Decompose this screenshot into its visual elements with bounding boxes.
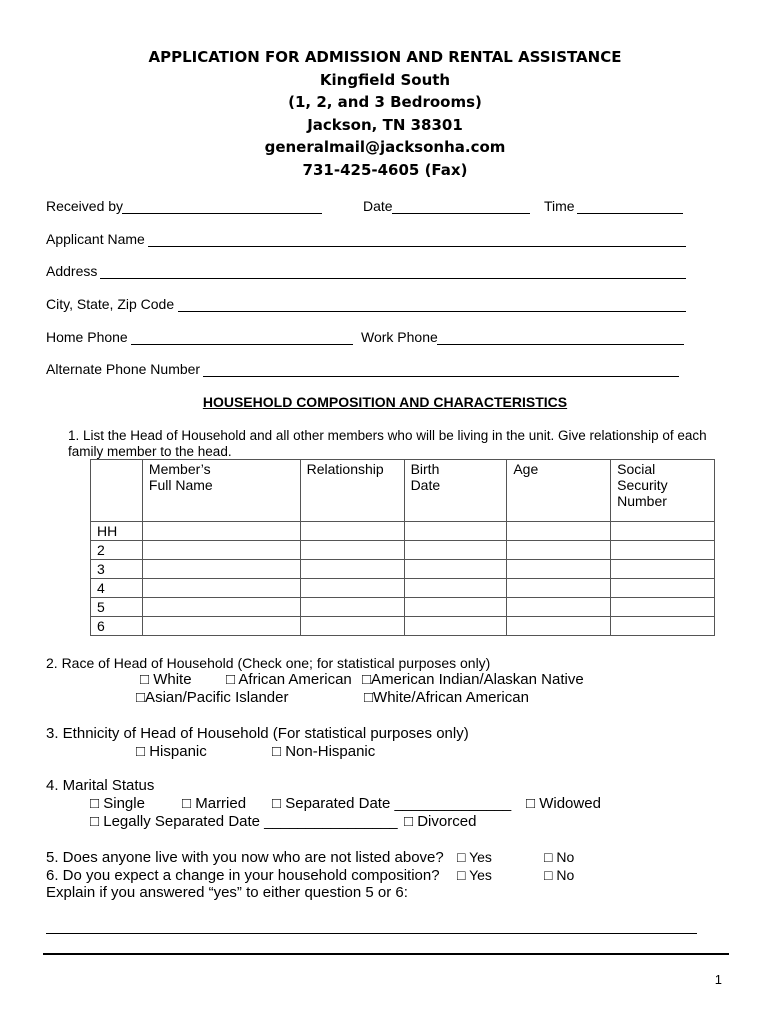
row-label: 2 (91, 541, 143, 560)
marital-widowed-checkbox[interactable]: □ Widowed (526, 795, 601, 812)
form-title (0, 46, 770, 181)
age-cell[interactable] (507, 541, 611, 560)
received-by-field[interactable] (122, 198, 322, 214)
race-white-checkbox[interactable]: □ White (140, 671, 192, 688)
member-name-cell[interactable] (142, 579, 300, 598)
member-name-cell[interactable] (142, 522, 300, 541)
address-row (46, 263, 736, 281)
title-line-1: APPLICATION FOR ADMISSION AND RENTAL ASSISTANCE (148, 48, 622, 66)
birth-date-header (404, 460, 507, 522)
marital-married-checkbox[interactable]: □ Married (182, 795, 247, 812)
city-state-zip-label: City, State, Zip Code (46, 296, 175, 312)
member-name-cell[interactable] (142, 617, 300, 636)
age-cell[interactable] (507, 598, 611, 617)
birth-date-cell[interactable] (404, 598, 507, 617)
row-label: 3 (91, 560, 143, 579)
ssn-cell[interactable] (611, 522, 715, 541)
ssn-header-line-1: Social (617, 461, 656, 477)
city-state-zip-field[interactable] (178, 296, 686, 312)
ssn-header (611, 460, 715, 522)
alternate-phone-label: Alternate Phone Number (46, 361, 201, 377)
relationship-cell[interactable] (300, 541, 404, 560)
q6-no-checkbox[interactable]: □ No (544, 867, 575, 883)
relationship-cell[interactable] (300, 617, 404, 636)
title-line-3: (1, 2, and 3 Bedrooms) (288, 93, 482, 111)
member-name-cell[interactable] (142, 541, 300, 560)
title-line-5: generalmail@jacksonha.com (264, 138, 506, 156)
birth-date-cell[interactable] (404, 617, 507, 636)
question-2-text: 2. Race of Head of Household (Check one; for statistical purposes only) (46, 655, 491, 671)
age-cell[interactable] (507, 560, 611, 579)
row-label-header (91, 460, 143, 522)
q6-yes-checkbox[interactable]: □ Yes (457, 867, 492, 883)
relationship-cell[interactable] (300, 598, 404, 617)
time-field[interactable] (577, 198, 683, 214)
title-line-2: Kingfield South (319, 70, 451, 89)
question-4-text: 4. Marital Status (46, 777, 155, 794)
member-name-cell[interactable] (142, 598, 300, 617)
birth-header-line-2: Date (410, 477, 441, 493)
age-cell[interactable] (507, 579, 611, 598)
age-header-text: Age (513, 461, 539, 477)
age-cell[interactable] (507, 617, 611, 636)
table-row (91, 560, 715, 579)
ethnicity-hispanic-checkbox[interactable]: □ Hispanic (136, 743, 207, 760)
table-row (91, 522, 715, 541)
date-field[interactable] (392, 198, 530, 214)
birth-header-line-1: Birth (410, 461, 440, 477)
received-by-label: Received by (46, 198, 124, 214)
age-header (507, 460, 611, 522)
alternate-phone-row (46, 361, 736, 379)
ssn-cell[interactable] (611, 560, 715, 579)
race-american-indian-checkbox[interactable]: □American Indian/Alaskan Native (362, 671, 584, 688)
age-cell[interactable] (507, 522, 611, 541)
bottom-divider (43, 953, 729, 955)
explain-answer-line[interactable] (46, 933, 697, 934)
relationship-cell[interactable] (300, 560, 404, 579)
home-phone-field[interactable] (131, 329, 353, 345)
member-header-line-2: Full Name (148, 477, 213, 493)
marital-divorced-checkbox[interactable]: □ Divorced (404, 813, 477, 830)
question-3-text: 3. Ethnicity of Head of Household (For statistical purposes only) (46, 725, 469, 742)
birth-date-cell[interactable] (404, 541, 507, 560)
question-5-text: 5. Does anyone live with you now who are not listed above? (46, 849, 444, 866)
race-african-american-checkbox[interactable]: □ African American (226, 671, 352, 688)
section-title: HOUSEHOLD COMPOSITION AND CHARACTERISTICS (202, 394, 568, 410)
address-field[interactable] (100, 263, 686, 279)
row-label: 5 (91, 598, 143, 617)
ssn-header-line-2: Security (617, 477, 668, 493)
time-label: Time (544, 198, 575, 214)
phone-row (46, 329, 736, 347)
address-label: Address (46, 263, 98, 279)
relationship-cell[interactable] (300, 579, 404, 598)
race-asian-checkbox[interactable]: □Asian/Pacific Islander (136, 689, 289, 706)
q5-no-checkbox[interactable]: □ No (544, 849, 575, 865)
applicant-name-label: Applicant Name (46, 231, 145, 247)
ethnicity-non-hispanic-checkbox[interactable]: □ Non-Hispanic (272, 743, 376, 760)
table-row (91, 617, 715, 636)
alternate-phone-field[interactable] (203, 361, 679, 377)
marital-legally-separated-checkbox[interactable]: □ Legally Separated Date ________________ (90, 813, 398, 830)
work-phone-label: Work Phone (361, 329, 438, 345)
member-name-cell[interactable] (142, 560, 300, 579)
ssn-header-line-3: Number (617, 493, 667, 509)
table-row (91, 541, 715, 560)
table-row (91, 598, 715, 617)
ssn-cell[interactable] (611, 617, 715, 636)
applicant-name-row (46, 231, 736, 249)
relationship-header (300, 460, 404, 522)
ssn-cell[interactable] (611, 598, 715, 617)
birth-date-cell[interactable] (404, 579, 507, 598)
birth-date-cell[interactable] (404, 560, 507, 579)
explain-text: Explain if you answered “yes” to either question 5 or 6: (46, 884, 408, 901)
row-label: HH (91, 522, 143, 541)
marital-single-checkbox[interactable]: □ Single (90, 795, 145, 812)
marital-separated-checkbox[interactable]: □ Separated Date ______________ (272, 795, 512, 812)
date-label: Date (363, 198, 393, 214)
row-label: 4 (91, 579, 143, 598)
city-state-zip-row (46, 296, 736, 314)
relationship-header-text: Relationship (306, 461, 384, 477)
relationship-cell[interactable] (300, 522, 404, 541)
table-row (91, 579, 715, 598)
question-6-text: 6. Do you expect a change in your household composition? (46, 867, 440, 884)
birth-date-cell[interactable] (404, 522, 507, 541)
row-label: 6 (91, 617, 143, 636)
member-header-line-1: Member’s (148, 461, 211, 477)
title-line-6: 731-425-4605 (Fax) (302, 160, 468, 179)
page-number: 1 (714, 972, 722, 987)
applicant-name-field[interactable] (148, 231, 686, 247)
household-table (90, 459, 715, 636)
home-phone-label: Home Phone (46, 329, 128, 345)
table-header-row (91, 460, 715, 522)
question-1-text: 1. List the Head of Household and all other members who will be living in the unit. Give relationship of each family member to the head. (68, 428, 707, 459)
member-name-header (142, 460, 300, 522)
work-phone-field[interactable] (437, 329, 684, 345)
received-row (46, 198, 736, 216)
ssn-cell[interactable] (611, 541, 715, 560)
race-white-african-checkbox[interactable]: □White/African American (364, 689, 529, 706)
title-line-4: Jackson, TN 38301 (307, 115, 463, 134)
ssn-cell[interactable] (611, 579, 715, 598)
q5-yes-checkbox[interactable]: □ Yes (457, 849, 492, 865)
